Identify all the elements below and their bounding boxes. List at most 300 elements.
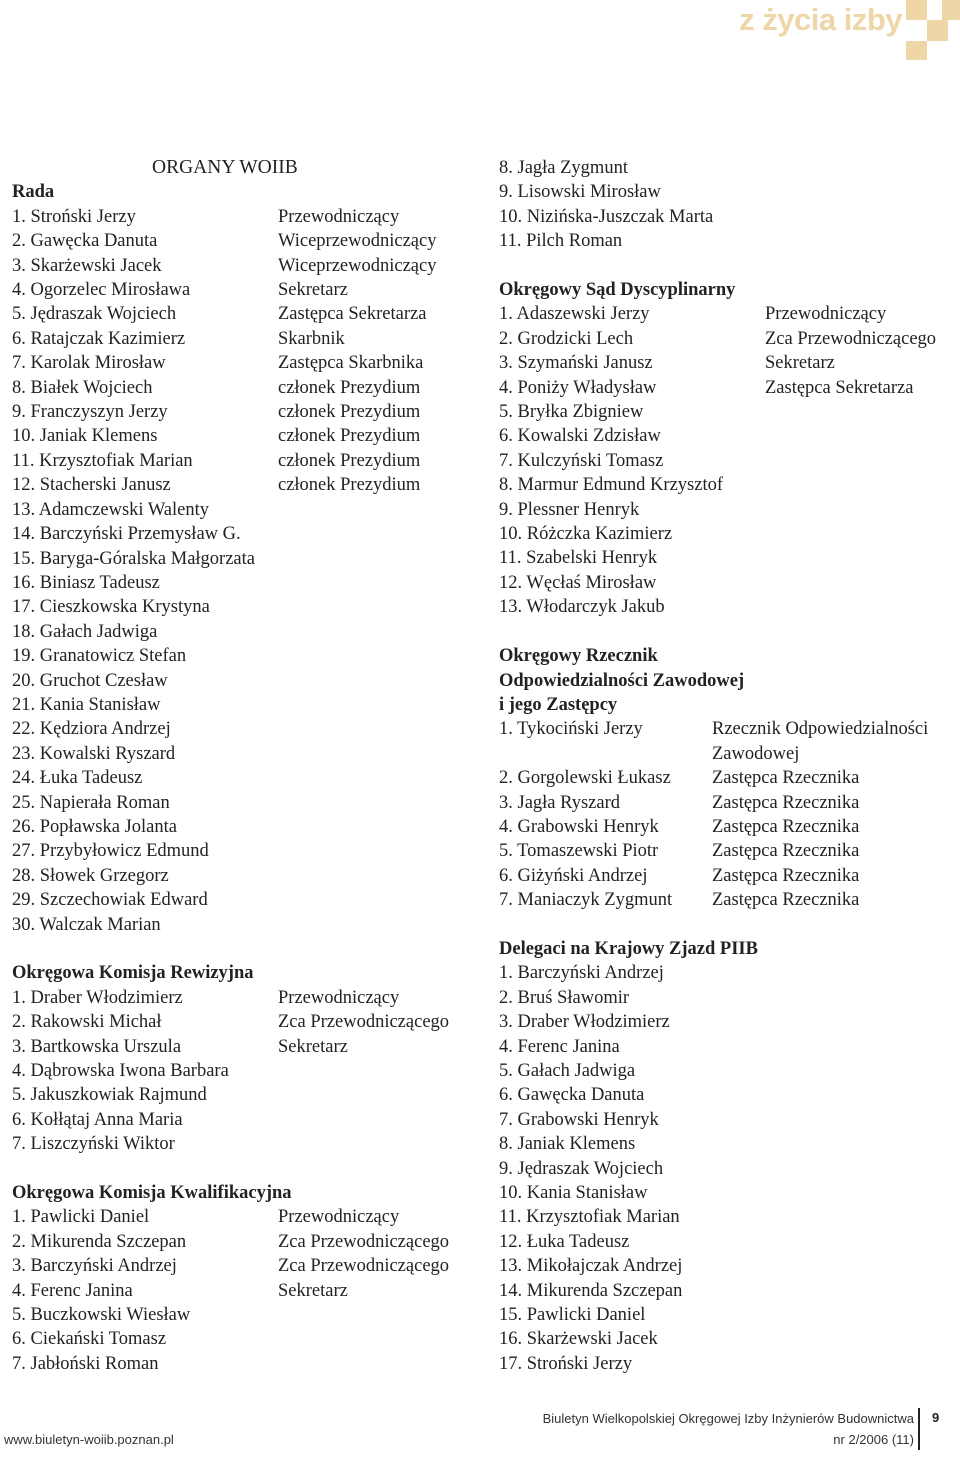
item-name: Białek Wojciech — [30, 377, 153, 398]
item-name: Kowalski Zdzisław — [517, 426, 661, 447]
rzecznik-title-line: Okręgowy Rzecznik — [499, 646, 658, 667]
list-item — [499, 1132, 954, 1156]
list-item — [499, 595, 954, 619]
list-item — [499, 156, 954, 180]
item-role: Zastępca Sekretarza — [765, 377, 914, 398]
list-item — [12, 1205, 482, 1229]
list-item — [499, 1010, 954, 1034]
item-number: 25. — [12, 792, 36, 813]
list-item — [12, 864, 482, 888]
right-column — [499, 156, 954, 1376]
item-role: Zastępca Rzecznika — [712, 841, 860, 862]
item-number: 5. — [499, 1060, 513, 1081]
item-number: 2. — [12, 231, 26, 252]
item-number: 17. — [499, 1353, 523, 1374]
list-item — [12, 473, 482, 497]
item-number: 16. — [12, 572, 36, 593]
item-number: 7. — [499, 1109, 513, 1130]
list-item — [12, 986, 482, 1010]
item-name: Krzysztofiak Marian — [39, 450, 193, 471]
item-number: 10. — [499, 524, 523, 545]
list-item — [12, 1083, 482, 1107]
list-item — [499, 815, 954, 839]
item-name: Jakuszkowiak Rajmund — [30, 1085, 207, 1106]
item-number: 1. — [499, 963, 513, 984]
item-number: 13. — [499, 597, 523, 618]
list-item — [12, 1352, 482, 1376]
list-item — [12, 791, 482, 815]
item-name: Jędraszak Wojciech — [517, 1158, 664, 1179]
item-name: Janiak Klemens — [517, 1134, 636, 1155]
item-name: Gałach Jadwiga — [39, 621, 158, 642]
komisja-rewizyjna-list — [12, 986, 482, 1157]
item-number: 8. — [12, 377, 26, 398]
item-name: Skarżewski Jacek — [526, 1329, 658, 1350]
item-name: Kędziora Andrzej — [39, 719, 171, 740]
item-name: Pawlicki Daniel — [526, 1305, 646, 1326]
item-number: 14. — [12, 524, 36, 545]
page-title: ORGANY WOIIB — [152, 157, 298, 178]
item-role: Sekretarz — [278, 1280, 348, 1301]
item-name: Popławska Jolanta — [39, 816, 177, 837]
list-item — [499, 546, 954, 570]
komisja-kwalifikacyjna-continued-list — [499, 156, 954, 254]
item-name: Szymański Janusz — [517, 353, 653, 374]
list-item — [12, 839, 482, 863]
item-role: Zca Przewodniczącego — [278, 1256, 450, 1277]
item-number: 4. — [499, 816, 513, 837]
item-number: 15. — [499, 1305, 523, 1326]
list-item — [499, 888, 954, 912]
item-number: 12. — [499, 1231, 523, 1252]
list-item — [12, 595, 482, 619]
item-number: 2. — [12, 1012, 26, 1033]
rada-list — [12, 205, 482, 937]
list-item — [12, 1035, 482, 1059]
list-item — [499, 498, 954, 522]
list-item — [12, 620, 482, 644]
list-item — [499, 327, 954, 351]
item-number: 11. — [499, 1207, 522, 1228]
item-name: Ogorzelec Mirosława — [30, 280, 191, 301]
item-number: 10. — [499, 206, 523, 227]
item-name: Nizińska-Juszczak Marta — [526, 206, 714, 227]
item-name: Mikurenda Szczepan — [526, 1280, 683, 1301]
item-number: 4. — [499, 377, 513, 398]
item-name: Kulczyński Tomasz — [517, 450, 664, 471]
list-item — [12, 1254, 482, 1278]
item-number: 18. — [12, 621, 36, 642]
item-number: 8. — [499, 158, 513, 178]
list-item — [499, 717, 954, 766]
item-number: 16. — [499, 1329, 523, 1350]
item-name: Kowalski Ryszard — [39, 743, 176, 764]
decor-square — [942, 0, 960, 20]
list-item — [12, 351, 482, 375]
item-number: 7. — [499, 450, 513, 471]
item-name: Tomaszewski Piotr — [517, 841, 659, 862]
item-name: Adaszewski Jerzy — [516, 304, 650, 325]
item-name: Jagła Ryszard — [517, 792, 621, 813]
list-item — [499, 1254, 954, 1278]
list-item — [499, 1205, 954, 1229]
page-number: 9 — [932, 1410, 940, 1425]
rzecznik-list — [499, 717, 954, 912]
item-name: Draber Włodzimierz — [30, 987, 183, 1008]
item-number: 5. — [499, 402, 513, 423]
item-name: Ferenc Janina — [517, 1036, 620, 1057]
item-name: Stacherski Janusz — [39, 475, 171, 496]
item-role: Zca Przewodniczącego — [765, 328, 937, 349]
item-name: Krzysztofiak Marian — [526, 1207, 680, 1228]
list-item — [499, 1035, 954, 1059]
item-name: Mikurenda Szczepan — [30, 1231, 187, 1252]
list-item — [12, 254, 482, 278]
item-role: Zastępca Rzecznika — [712, 890, 860, 911]
item-number: 8. — [499, 1134, 513, 1155]
item-number: 2. — [12, 1231, 26, 1252]
item-number: 7. — [499, 890, 513, 911]
item-number: 15. — [12, 548, 36, 569]
item-number: 24. — [12, 768, 36, 789]
website-link[interactable]: www.biuletyn-woiib.poznan.pl — [4, 1432, 174, 1447]
item-number: 11. — [12, 450, 35, 471]
list-item — [12, 376, 482, 400]
item-number: 9. — [499, 499, 513, 520]
item-number: 4. — [12, 1061, 26, 1082]
item-name: Maniaczyk Zygmunt — [517, 890, 673, 911]
item-number: 30. — [12, 914, 36, 935]
item-number: 14. — [499, 1280, 523, 1301]
item-number: 1. — [12, 1207, 26, 1228]
item-role: Wiceprzewodniczący — [278, 255, 437, 276]
section-title: z życia izby — [739, 2, 902, 37]
item-number: 7. — [12, 1134, 26, 1155]
list-item — [12, 888, 482, 912]
sad-dyscyplinarny-list — [499, 302, 954, 619]
list-item — [499, 302, 954, 326]
list-item — [499, 351, 954, 375]
item-role: Przewodniczący — [278, 206, 400, 227]
list-item — [499, 449, 954, 473]
item-name: Pilch Roman — [526, 231, 623, 252]
list-item — [499, 986, 954, 1010]
item-number: 3. — [12, 255, 26, 276]
item-number: 13. — [499, 1256, 523, 1277]
item-name: Barczyński Andrzej — [517, 963, 664, 984]
item-role: Zastępca Skarbnika — [278, 353, 424, 374]
item-number: 5. — [499, 841, 513, 862]
item-name: Barczyński Andrzej — [30, 1256, 177, 1277]
list-item — [12, 693, 482, 717]
list-item — [499, 424, 954, 448]
item-number: 11. — [499, 548, 522, 569]
item-number: 3. — [499, 1012, 513, 1033]
item-number: 3. — [499, 792, 513, 813]
list-item — [12, 278, 482, 302]
item-number: 29. — [12, 890, 36, 911]
item-name: Janiak Klemens — [39, 426, 158, 447]
item-name: Gruchot Czesław — [39, 670, 168, 691]
item-number: 4. — [499, 1036, 513, 1057]
item-number: 26. — [12, 816, 36, 837]
list-item — [499, 1352, 954, 1376]
item-name: Walczak Marian — [39, 914, 161, 935]
list-item — [12, 766, 482, 790]
list-item — [499, 766, 954, 790]
item-number: 7. — [12, 353, 26, 374]
item-name: Grabowski Henryk — [517, 816, 659, 837]
item-number: 9. — [12, 402, 26, 423]
footer-divider — [918, 1408, 920, 1450]
item-number: 17. — [12, 597, 36, 618]
list-item — [499, 1303, 954, 1327]
item-name: Grabowski Henryk — [517, 1109, 659, 1130]
publication-name: Biuletyn Wielkopolskiej Okręgowej Izby Inżynierów Budownictwa — [542, 1411, 914, 1426]
list-item — [499, 522, 954, 546]
item-number: 22. — [12, 719, 36, 740]
list-item — [12, 1108, 482, 1132]
list-item — [12, 815, 482, 839]
item-number: 4. — [12, 280, 26, 301]
list-item — [499, 961, 954, 985]
item-name: Liszczyński Wiktor — [30, 1134, 175, 1155]
item-number: 9. — [499, 182, 513, 203]
item-name: Poniży Władysław — [517, 377, 657, 398]
list-item — [499, 1327, 954, 1351]
item-role: Sekretarz — [278, 280, 348, 301]
item-number: 12. — [12, 475, 36, 496]
item-name: Jabłoński Roman — [30, 1353, 159, 1374]
item-role: Przewodniczący — [765, 304, 887, 325]
rzecznik-title-line: i jego Zastępcy — [499, 694, 618, 715]
item-number: 1. — [499, 304, 513, 325]
item-name: Stroński Jerzy — [526, 1353, 633, 1374]
item-number: 10. — [499, 1183, 523, 1203]
item-number: 2. — [499, 987, 513, 1008]
list-item — [12, 547, 482, 571]
item-number: 11. — [499, 231, 522, 252]
item-name: Adamczewski Walenty — [38, 499, 210, 520]
item-name: Marmur Edmund Krzysztof — [517, 475, 724, 496]
item-role: Zca Przewodniczącego — [278, 1231, 450, 1252]
item-number: 7. — [12, 1353, 26, 1374]
item-role: Sekretarz — [278, 1036, 348, 1057]
list-item — [12, 449, 482, 473]
item-role: Zastępca Rzecznika — [712, 865, 860, 886]
list-item — [499, 571, 954, 595]
item-name: Ratajczak Kazimierz — [30, 328, 186, 349]
list-item — [12, 571, 482, 595]
list-item — [499, 839, 954, 863]
item-number: 6. — [12, 328, 26, 349]
decor-square — [906, 0, 927, 20]
item-name: Mikołajczak Andrzej — [526, 1256, 683, 1277]
item-role: Skarbnik — [278, 328, 345, 349]
item-name: Gawęcka Danuta — [30, 231, 158, 252]
list-item — [499, 400, 954, 424]
item-number: 5. — [12, 1085, 26, 1106]
item-number: 6. — [12, 1329, 26, 1350]
item-name: Bartkowska Urszula — [30, 1036, 182, 1057]
item-role: Przewodniczący — [278, 987, 400, 1008]
item-number: 21. — [12, 694, 36, 715]
item-number: 1. — [12, 206, 26, 227]
item-name: Giżyński Andrzej — [517, 865, 648, 886]
list-item — [499, 376, 954, 400]
list-item — [499, 1157, 954, 1181]
item-role: Sekretarz — [765, 353, 835, 374]
list-item — [12, 742, 482, 766]
list-item — [12, 498, 482, 522]
decor-square — [927, 20, 948, 41]
item-number: 20. — [12, 670, 36, 691]
list-item — [12, 1010, 482, 1034]
sad-dyscyplinarny-title: Okręgowy Sąd Dyscyplinarny — [499, 280, 736, 301]
komisja-rewizyjna-title: Okręgowa Komisja Rewizyjna — [12, 963, 254, 984]
item-role: Zastępca Rzecznika — [712, 768, 860, 789]
item-number: 5. — [12, 1305, 26, 1326]
list-item — [499, 1181, 954, 1205]
item-name: Szczechowiak Edward — [39, 890, 208, 911]
item-role: Przewodniczący — [278, 1207, 400, 1228]
komisja-kwalifikacyjna-list — [12, 1205, 482, 1376]
issue-number: nr 2/2006 (11) — [833, 1432, 914, 1447]
item-number: 27. — [12, 841, 36, 862]
item-number: 1. — [12, 987, 26, 1008]
item-name: Jędraszak Wojciech — [30, 304, 177, 325]
item-number: 5. — [12, 304, 26, 325]
item-number: 19. — [12, 646, 36, 667]
item-number: 28. — [12, 865, 36, 886]
item-name: Lisowski Mirosław — [517, 182, 661, 203]
list-item — [12, 229, 482, 253]
list-item — [12, 424, 482, 448]
item-number: 6. — [12, 1109, 26, 1130]
item-role: Rzecznik Odpowiedzialności Zawodowej — [712, 719, 929, 764]
item-name: Ciekański Tomasz — [30, 1329, 167, 1350]
item-number: 13. — [12, 499, 36, 520]
decor-square — [906, 41, 927, 60]
item-name: Barczyński Przemysław G. — [39, 524, 241, 545]
left-column — [12, 156, 482, 1376]
item-name: Przybyłowicz Edmund — [39, 841, 209, 862]
list-item — [12, 302, 482, 326]
item-name: Buczkowski Wiesław — [30, 1305, 191, 1326]
item-name: Kania Stanisław — [526, 1183, 648, 1203]
item-number: 6. — [499, 865, 513, 886]
list-item — [499, 1279, 954, 1303]
item-name: Biniasz Tadeusz — [39, 572, 160, 593]
item-name: Baryga-Góralska Małgorzata — [39, 548, 255, 569]
item-role: członek Prezydium — [278, 377, 421, 398]
list-item — [12, 1132, 482, 1156]
item-name: Gorgolewski Łukasz — [517, 768, 671, 789]
item-number: 8. — [499, 475, 513, 496]
item-name: Pawlicki Daniel — [30, 1207, 150, 1228]
list-item — [499, 1230, 954, 1254]
item-name: Jagła Zygmunt — [517, 158, 628, 178]
item-name: Kołłątaj Anna Maria — [30, 1109, 183, 1130]
item-name: Karolak Mirosław — [30, 353, 166, 374]
item-name: Cieszkowska Krystyna — [39, 597, 210, 618]
item-role: Wiceprzewodniczący — [278, 231, 437, 252]
item-name: Różczka Kazimierz — [526, 524, 673, 545]
item-name: Grodzicki Lech — [517, 328, 634, 349]
item-name: Ferenc Janina — [30, 1280, 133, 1301]
item-role: członek Prezydium — [278, 402, 421, 423]
list-item — [499, 180, 954, 204]
item-name: Stroński Jerzy — [30, 206, 136, 227]
item-name: Tykociński Jerzy — [517, 719, 643, 740]
item-number: 1. — [499, 719, 513, 740]
item-name: Kania Stanisław — [39, 694, 161, 715]
item-name: Gałach Jadwiga — [517, 1060, 636, 1081]
list-item — [499, 1108, 954, 1132]
item-name: Rakowski Michał — [30, 1012, 162, 1033]
rada-title: Rada — [12, 182, 55, 203]
list-item — [499, 473, 954, 497]
delegaci-title: Delegaci na Krajowy Zjazd PIIB — [499, 938, 758, 959]
item-name: Plessner Henryk — [517, 499, 640, 520]
item-number: 3. — [499, 353, 513, 374]
list-item — [499, 229, 954, 253]
item-name: Napierała Roman — [39, 792, 170, 813]
item-name: Łuka Tadeusz — [526, 1231, 630, 1252]
item-role: członek Prezydium — [278, 450, 421, 471]
list-item — [12, 913, 482, 937]
komisja-kwalifikacyjna-title: Okręgowa Komisja Kwalifikacyjna — [12, 1183, 292, 1204]
item-number: 12. — [499, 572, 523, 593]
item-name: Włodarczyk Jakub — [526, 597, 665, 618]
list-item — [12, 1059, 482, 1083]
item-number: 2. — [499, 328, 513, 349]
item-role: członek Prezydium — [278, 475, 421, 496]
item-number: 10. — [12, 426, 36, 447]
item-number: 6. — [499, 1085, 513, 1106]
item-name: Bryłka Zbigniew — [517, 402, 644, 423]
list-item — [12, 1230, 482, 1254]
item-number: 2. — [499, 768, 513, 789]
list-item — [499, 791, 954, 815]
item-name: Franczyszyn Jerzy — [30, 402, 168, 423]
list-item — [12, 400, 482, 424]
list-item — [12, 669, 482, 693]
item-name: Gawęcka Danuta — [517, 1085, 645, 1106]
list-item — [12, 644, 482, 668]
delegaci-list — [499, 961, 954, 1376]
item-name: Skarżewski Jacek — [30, 255, 162, 276]
list-item — [12, 1327, 482, 1351]
item-name: Dąbrowska Iwona Barbara — [30, 1061, 229, 1082]
item-name: Węcłaś Mirosław — [526, 572, 657, 593]
item-role: członek Prezydium — [278, 426, 421, 447]
list-item — [499, 1083, 954, 1107]
item-name: Szabelski Henryk — [526, 548, 658, 569]
item-number: 3. — [12, 1036, 26, 1057]
item-role: Zca Przewodniczącego — [278, 1012, 450, 1033]
item-name: Słowek Grzegorz — [39, 865, 169, 886]
list-item — [499, 864, 954, 888]
item-name: Bruś Sławomir — [517, 987, 630, 1008]
list-item — [12, 1303, 482, 1327]
list-item — [499, 205, 954, 229]
list-item — [499, 1059, 954, 1083]
item-number: 3. — [12, 1256, 26, 1277]
list-item — [12, 1279, 482, 1303]
item-number: 23. — [12, 743, 36, 764]
item-number: 9. — [499, 1158, 513, 1179]
